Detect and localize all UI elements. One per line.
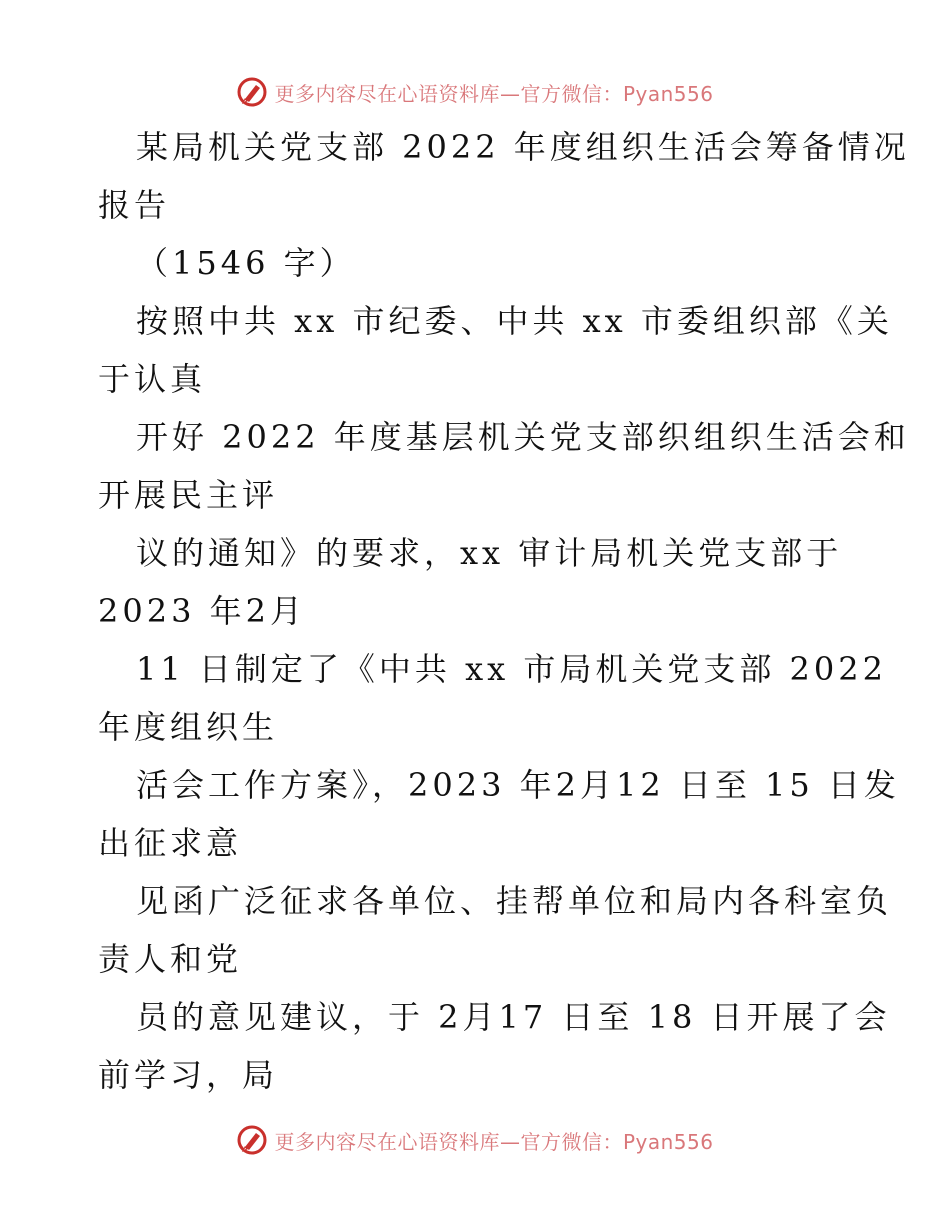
doc-text-line: 前学习，局 bbox=[98, 1056, 279, 1094]
doc-text-line: 活会工作方案》，2023 年2月12 日至 15 日发 bbox=[136, 766, 900, 804]
doc-title-line-2: 报告 bbox=[98, 186, 171, 224]
doc-text-line: 2023 年2月 bbox=[98, 592, 306, 630]
watermark-inner bbox=[236, 76, 713, 108]
doc-text-line: 年度组织生 bbox=[98, 708, 279, 746]
doc-title-line-1: 某局机关党支部 2022 年度组织生活会筹备情况 bbox=[136, 128, 910, 166]
header-watermark bbox=[0, 72, 950, 112]
doc-text-line: 员的意见建议，于 2月17 日至 18 日开展了会 bbox=[136, 998, 891, 1036]
watermark-text: 更多内容尽在心语资料库—官方微信：Pyan556 bbox=[274, 1129, 714, 1154]
doc-text-line: 责人和党 bbox=[98, 940, 243, 978]
doc-text-line: 于认真 bbox=[98, 360, 207, 398]
doc-text-line: 按照中共 xx 市纪委、中共 xx 市委组织部《关 bbox=[136, 302, 893, 340]
watermark-inner bbox=[236, 1124, 713, 1156]
watermark-text: 更多内容尽在心语资料库—官方微信：Pyan556 bbox=[274, 81, 714, 106]
footer-watermark bbox=[0, 1120, 950, 1160]
doc-text-line: 出征求意 bbox=[98, 824, 243, 862]
doc-text-line: 11 日制定了《中共 xx 市局机关党支部 2022 bbox=[136, 650, 887, 688]
document-body bbox=[98, 118, 910, 1104]
doc-text-line: 开好 2022 年度基层机关党支部织组织生活会和 bbox=[136, 418, 910, 456]
doc-text-line: 见函广泛征求各单位、挂帮单位和局内各科室负 bbox=[136, 882, 893, 920]
doc-word-count: （1546 字） bbox=[136, 244, 356, 282]
pen-logo-icon bbox=[236, 76, 268, 108]
doc-text-line: 开展民主评 bbox=[98, 476, 279, 514]
pen-logo-icon bbox=[236, 1124, 268, 1156]
doc-text-line: 议的通知》的要求，xx 审计局机关党支部于 bbox=[136, 534, 843, 572]
